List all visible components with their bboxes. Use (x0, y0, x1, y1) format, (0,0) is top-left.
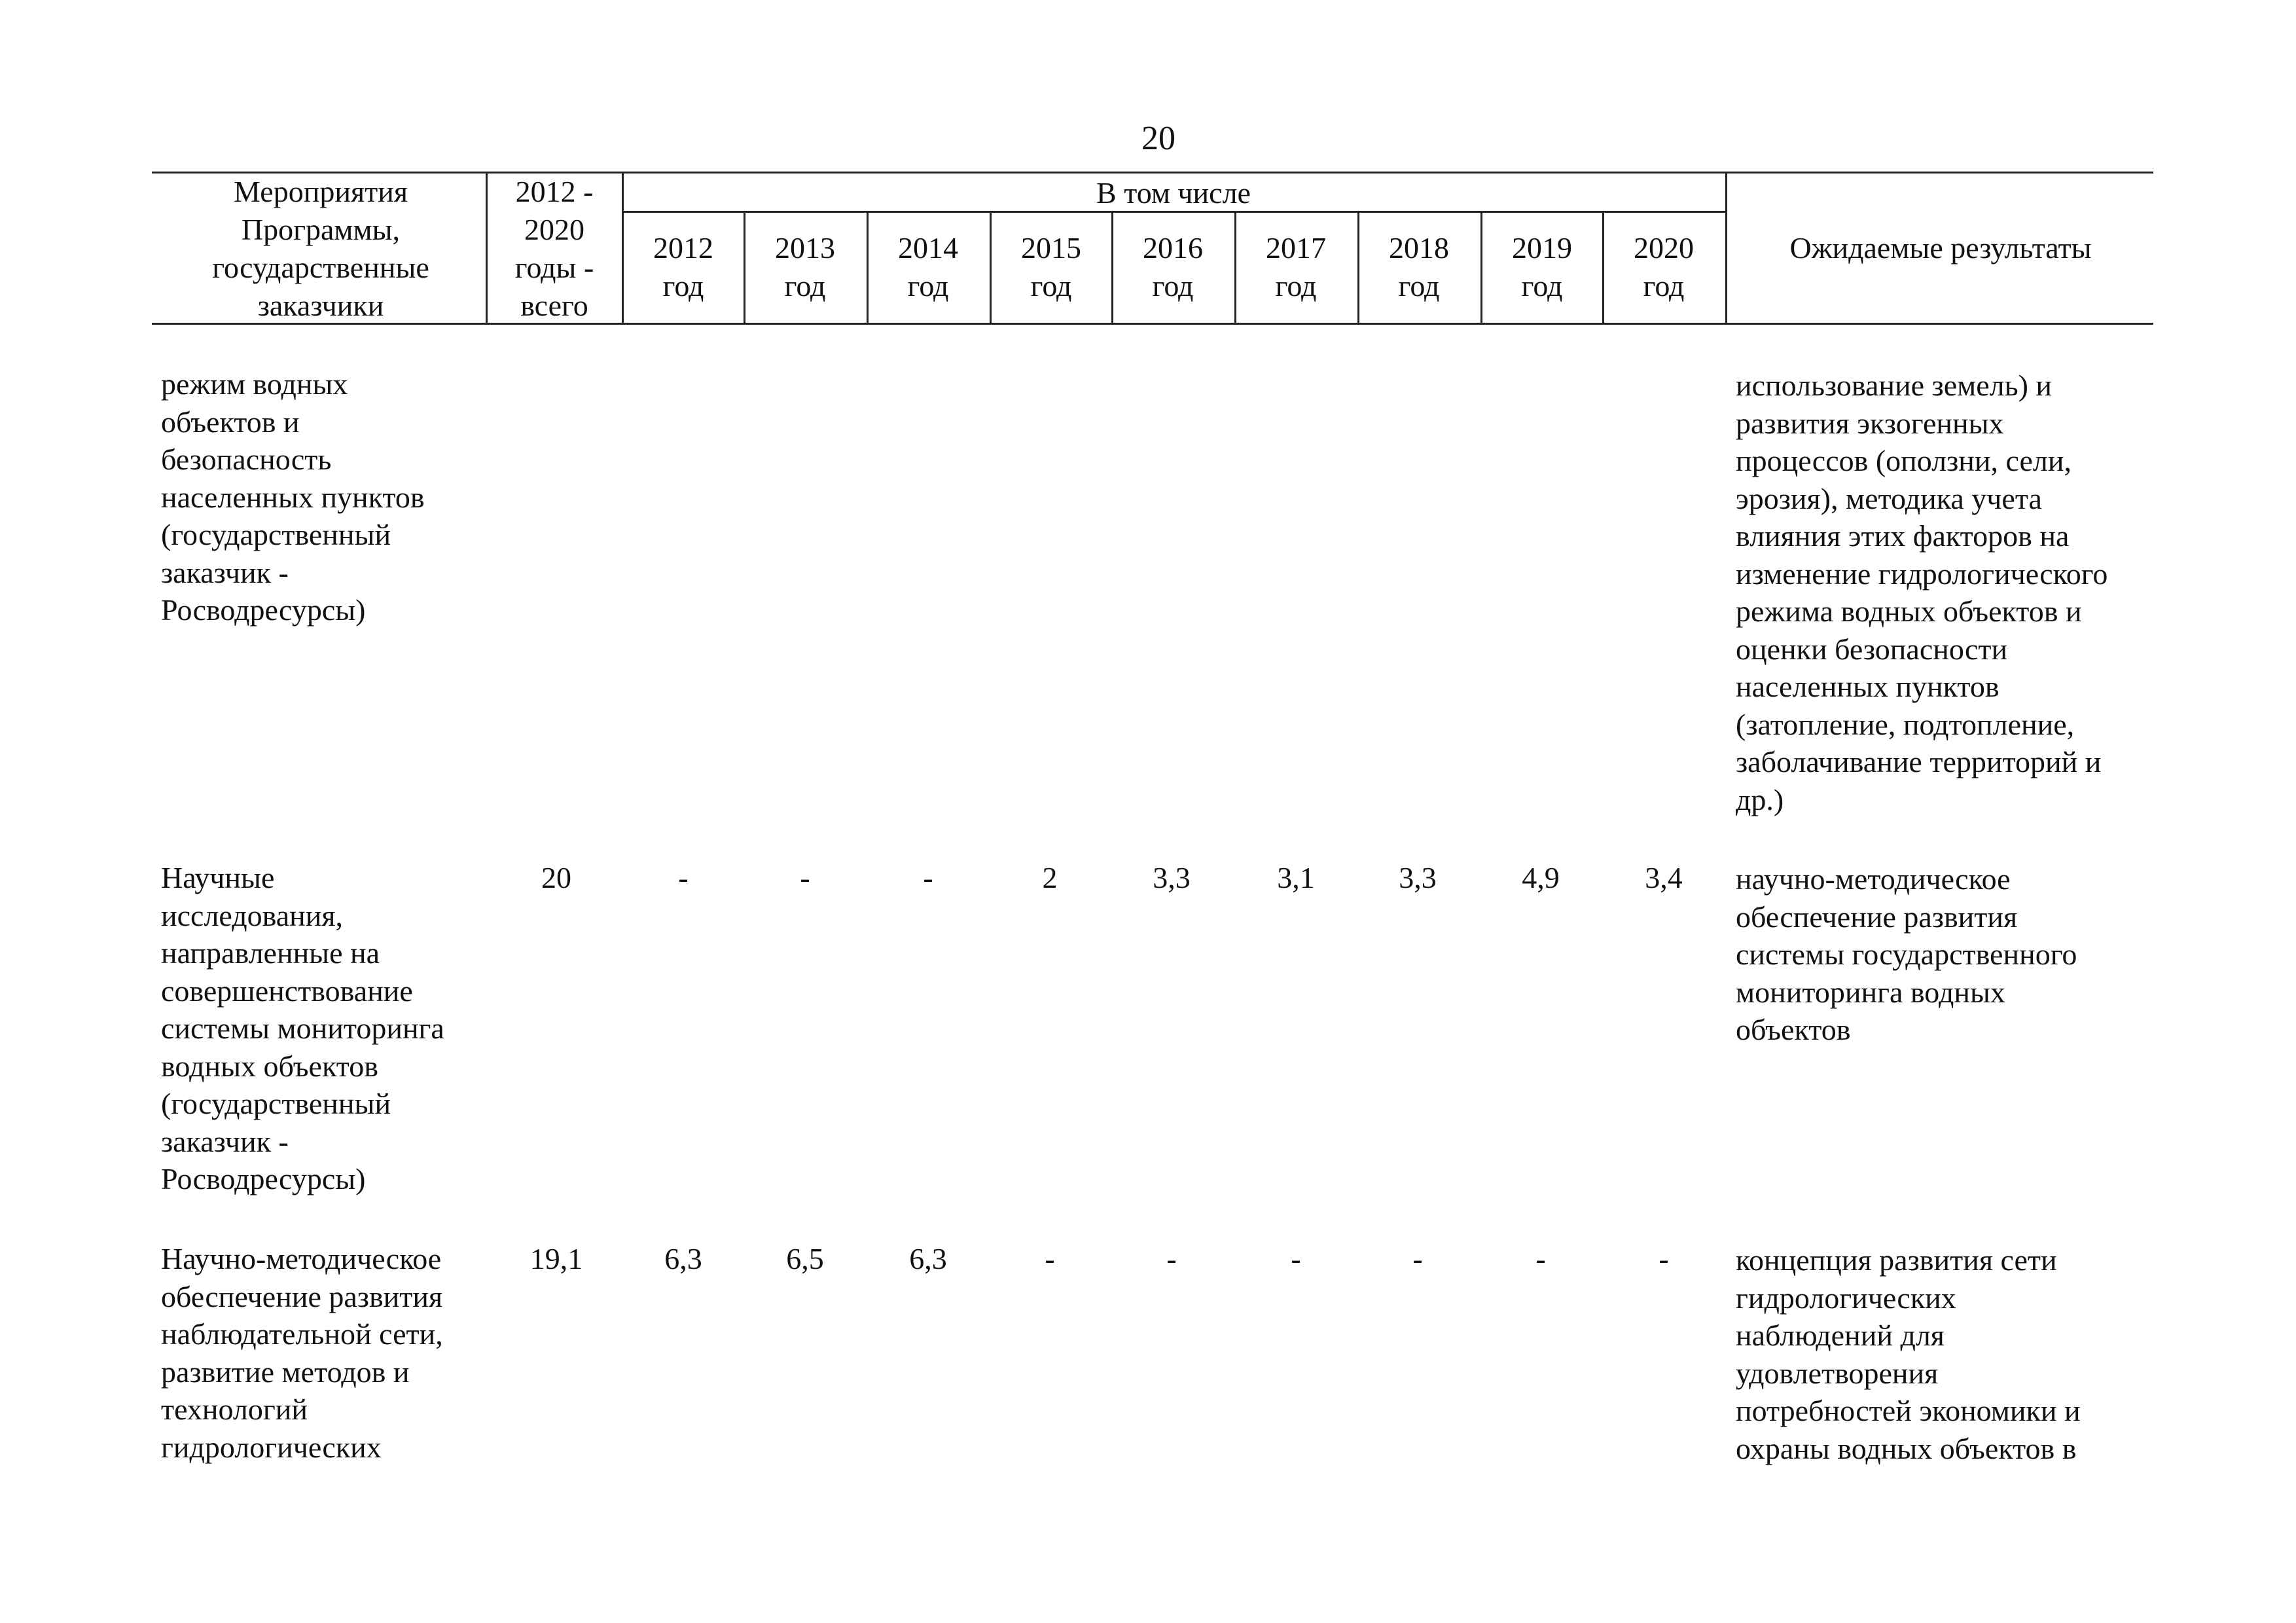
row-total: 20 (541, 861, 571, 894)
row-total: 19,1 (529, 1242, 583, 1275)
row-result-line: концепция развития сети (1736, 1243, 2057, 1277)
page-number: 20 (1141, 120, 1175, 157)
row-measure (161, 365, 482, 629)
row-result-line: научно-методическое (1736, 862, 2011, 896)
header-total-line: 2020 (524, 213, 584, 246)
row-result (1736, 367, 2155, 818)
row-measure-line: направленные на (161, 936, 380, 970)
row-value-2015: - (1045, 1242, 1055, 1275)
header-total-line: годы - (514, 251, 594, 284)
row-value-2016: 3,3 (1153, 861, 1191, 894)
row-measure-line: развитие методов и (161, 1355, 410, 1389)
header-year-2013 (745, 229, 865, 305)
header-year-line: год (1643, 269, 1685, 302)
row-measure-line: водных объектов (161, 1049, 378, 1083)
header-year-line: год (1521, 269, 1563, 302)
row-value-2016: - (1166, 1242, 1177, 1275)
header-year-2014 (868, 229, 988, 305)
row-result-line: оценки безопасности (1736, 632, 2008, 666)
header-year-2012 (623, 229, 744, 305)
row-measure-line: (государственный (161, 518, 391, 551)
row-value-2012: - (678, 861, 689, 894)
header-year-line: 2017 (1266, 231, 1326, 264)
row-measure-line: объектов и (161, 405, 300, 439)
row-value-2019: - (1535, 1242, 1546, 1275)
row-result-line: др.) (1736, 782, 1784, 816)
header-measures-line: заказчики (257, 289, 384, 322)
row-value-2013: - (800, 861, 810, 894)
header-year-2017 (1236, 229, 1356, 305)
row-result-line: наблюдений для (1736, 1319, 1945, 1352)
row-value-2017: 3,1 (1277, 861, 1315, 894)
row-measure-line: исследования, (161, 898, 344, 932)
header-measures-line: Программы, (241, 213, 401, 246)
header-year-2020 (1604, 229, 1724, 305)
row-result-line: заболачивание территорий и (1736, 745, 2102, 778)
row-result-line: развития экзогенных (1736, 406, 2004, 440)
row-result-line: изменение гидрологического (1736, 556, 2108, 591)
header-year-line: 2013 (775, 231, 835, 264)
row-result-line: режима водных объектов и (1736, 594, 2082, 628)
row-measure-line: безопасность (161, 443, 332, 476)
header-year-line: год (1275, 269, 1317, 302)
row-result-line: гидрологических (1736, 1281, 1956, 1315)
row-value-2020: - (1659, 1242, 1669, 1275)
row-measure-line: режим водных (161, 367, 348, 401)
row-value-2013: 6,5 (786, 1242, 824, 1275)
header-year-2015 (991, 229, 1111, 305)
header-year-2019 (1482, 229, 1602, 305)
row-measure-line: Росводресурсы) (161, 1162, 366, 1195)
row-measure (161, 1240, 482, 1466)
header-year-line: год (1030, 269, 1072, 302)
row-result-line: потребностей экономики и (1736, 1394, 2081, 1427)
row-value-2014: 6,3 (909, 1242, 947, 1275)
row-measure-line: населенных пунктов (161, 480, 425, 514)
row-result-line: охраны водных объектов в (1736, 1431, 2077, 1465)
row-measure-line: наблюдательной сети, (161, 1317, 443, 1351)
row-result-line: мониторинга водных (1736, 975, 2005, 1009)
header-year-line: год (662, 269, 704, 302)
row-result (1736, 1241, 2155, 1467)
header-year-2018 (1359, 229, 1479, 305)
row-value-2012: 6,3 (664, 1242, 702, 1275)
row-measure-line: гидрологических (161, 1430, 382, 1464)
header-results: Ожидаемые результаты (1789, 231, 2092, 264)
header-year-line: 2019 (1512, 231, 1572, 264)
row-measure (161, 859, 482, 1198)
column-rule (1725, 172, 1727, 325)
row-measure-line: (государственный (161, 1087, 391, 1120)
header-total-line: всего (520, 289, 588, 322)
header-year-line: 2020 (1634, 231, 1694, 264)
header-including: В том числе (1096, 176, 1251, 210)
row-result-line: эрозия), методика учета (1736, 481, 2042, 515)
row-result-line: удовлетворения (1736, 1356, 1939, 1390)
header-year-line: 2016 (1143, 231, 1203, 264)
row-measure-line: Научно-методическое (161, 1242, 442, 1275)
header-total-line: 2012 - (515, 175, 594, 208)
row-result-line: процессов (оползни, сели, (1736, 444, 2072, 477)
row-result-line: населенных пунктов (1736, 670, 2000, 703)
header-measures-line: Мероприятия (234, 175, 408, 208)
row-measure-line: заказчик - (161, 1124, 289, 1158)
header-year-line: 2012 (653, 231, 713, 264)
row-value-2018: - (1412, 1242, 1423, 1275)
row-measure-line: Научные (161, 861, 275, 894)
row-result-line: (затопление, подтопление, (1736, 707, 2075, 741)
row-result-line: влияния этих факторов на (1736, 519, 2070, 553)
row-value-2015: 2 (1042, 861, 1058, 894)
row-measure-line: совершенствование (161, 974, 413, 1008)
row-measure-line: обеспечение развития (161, 1279, 443, 1313)
row-result-line: обеспечение развития (1736, 900, 2018, 934)
row-result (1736, 860, 2155, 1049)
header-year-line: 2015 (1021, 231, 1081, 264)
row-value-2019: 4,9 (1522, 861, 1560, 894)
header-year-line: 2018 (1389, 231, 1449, 264)
row-value-2020: 3,4 (1645, 861, 1683, 894)
header-total (488, 173, 620, 325)
header-measures-line: государственные (212, 251, 429, 284)
row-result-line: использование земель) и (1736, 369, 2053, 402)
column-rule (486, 172, 488, 325)
row-measure-line: Росводресурсы) (161, 593, 366, 627)
row-result-line: объектов (1736, 1013, 1851, 1046)
row-measure-line: заказчик - (161, 555, 289, 589)
header-year-line: год (1398, 269, 1440, 302)
row-result-line: системы государственного (1736, 938, 2077, 971)
row-measure-line: технологий (161, 1393, 308, 1426)
header-year-line: год (1152, 269, 1194, 302)
header-measures (157, 173, 484, 325)
row-value-2018: 3,3 (1399, 861, 1437, 894)
header-year-2016 (1113, 229, 1233, 305)
header-year-line: год (784, 269, 826, 302)
header-year-line: 2014 (898, 231, 958, 264)
row-measure-line: системы мониторинга (161, 1012, 444, 1045)
header-year-line: год (907, 269, 949, 302)
row-value-2014: - (923, 861, 933, 894)
row-value-2017: - (1291, 1242, 1301, 1275)
